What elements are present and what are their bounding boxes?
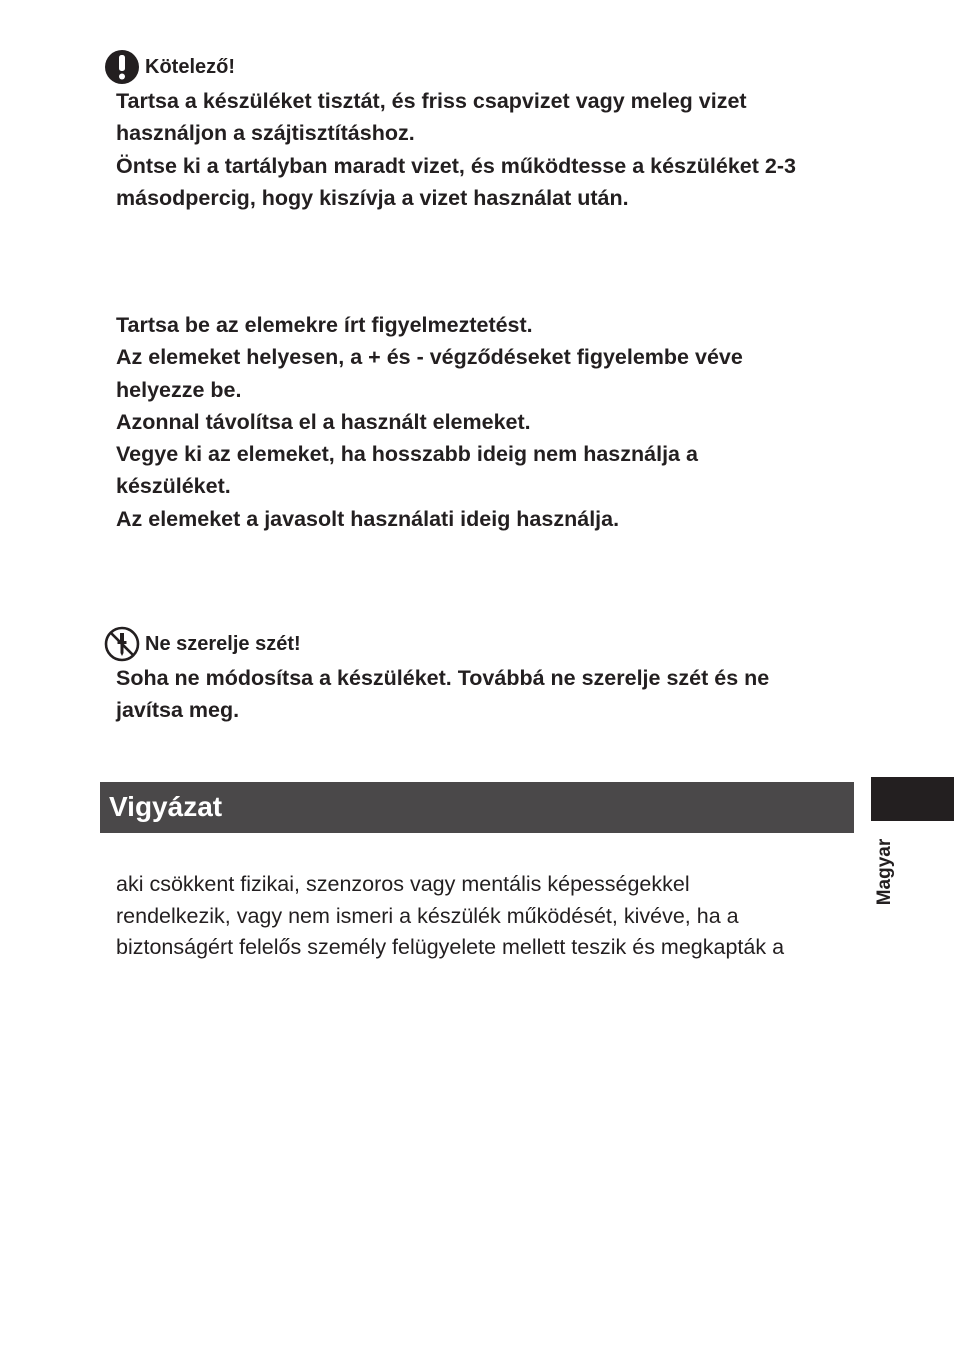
battery-line: Vegye ki az elemeket, ha hosszabb ideig nem használja a — [116, 442, 698, 467]
caution-text — [116, 869, 876, 964]
disassemble-heading-row — [104, 627, 301, 661]
battery-line: Az elemeket helyesen, a + és - végződéseket figyelembe véve — [116, 345, 743, 370]
battery-line: Az elemeket a javasolt használati ideig használja. — [116, 506, 620, 531]
disassemble-line: Soha ne módosítsa a készüléket. Továbbá ne szerelje szét és ne — [116, 666, 770, 690]
battery-line: készüléket. — [116, 474, 231, 499]
battery-line: Azonnal távolítsa el a használt elemeket. — [116, 409, 531, 434]
caution-line: rendelkezik, vagy nem ismeri a készülék működését, kivéve, ha a — [116, 903, 739, 928]
mandatory-text — [116, 85, 876, 214]
battery-line: Tartsa be az elemekre írt figyelmeztetést. — [116, 313, 533, 337]
caution-line: biztonságért felelős személy felügyelete mellett teszik és megkapták a — [116, 935, 785, 959]
caution-title: Vigyázat — [109, 791, 223, 822]
disassemble-text — [116, 662, 876, 727]
exclamation-icon — [104, 49, 140, 85]
no-disassembly-icon — [104, 626, 140, 662]
mandatory-line: használjon a szájtisztításhoz. — [116, 121, 415, 146]
mandatory-heading-row — [104, 50, 235, 84]
caution-line: aki csökkent fizikai, szenzoros vagy mentális képességekkel — [116, 872, 690, 896]
mandatory-heading: Kötelező! — [145, 55, 235, 78]
battery-text — [116, 309, 876, 535]
disassemble-heading: Ne szerelje szét! — [145, 632, 301, 655]
mandatory-line: Öntse ki a tartályban maradt vizet, és működtesse a készüléket 2-3 — [116, 153, 796, 178]
battery-line: helyezze be. — [116, 377, 242, 402]
language-side-label: Magyar — [874, 838, 895, 906]
mandatory-line: másodpercig, hogy kiszívja a vizet használat után. — [116, 185, 629, 210]
caution-section-bar — [100, 782, 854, 833]
disassemble-line: javítsa meg. — [116, 698, 240, 723]
language-side-tab — [871, 777, 954, 821]
mandatory-line: Tartsa a készüléket tisztát, és friss csapvizet vagy meleg vizet — [116, 89, 747, 113]
